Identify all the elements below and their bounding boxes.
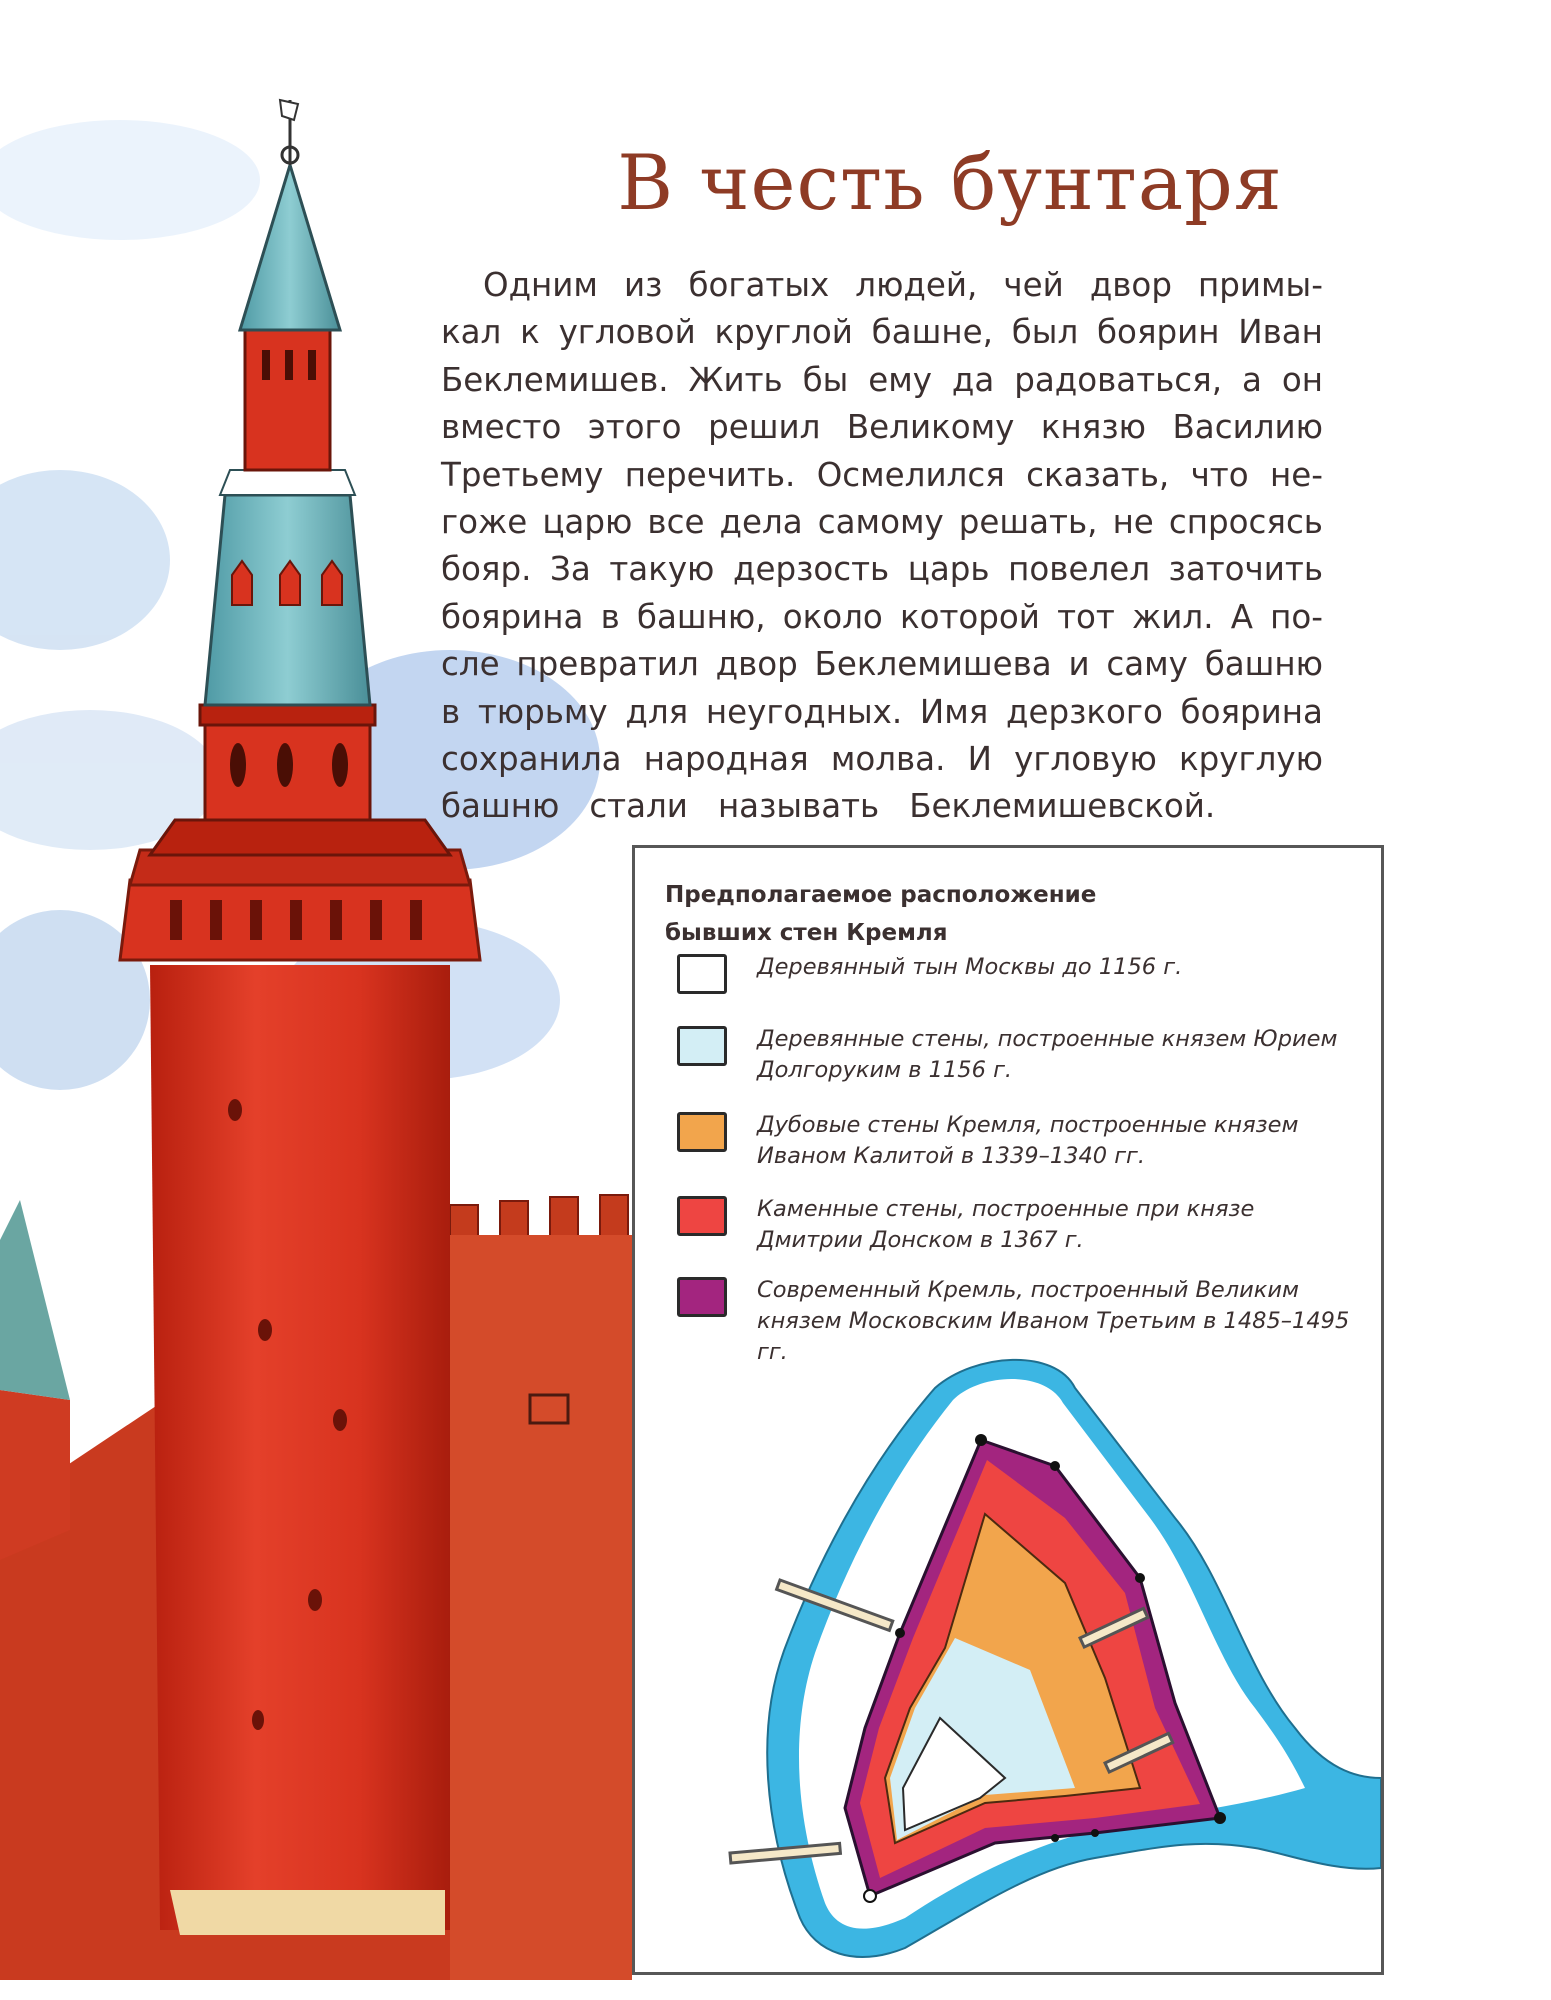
story-word: стали bbox=[589, 787, 688, 826]
story-word: в bbox=[600, 597, 620, 636]
story-word: решил bbox=[708, 408, 821, 447]
story-line bbox=[441, 357, 1323, 404]
legend-title: Предполагаемое расположение бывших стен Кремля bbox=[665, 882, 1097, 946]
beklemishev-tower bbox=[120, 100, 480, 1935]
story-text bbox=[441, 262, 1323, 831]
story-word: повелел bbox=[1008, 550, 1150, 589]
story-word: круглую bbox=[1179, 739, 1323, 778]
story-word: А bbox=[1230, 597, 1253, 636]
story-word: около bbox=[782, 597, 883, 636]
story-word: И bbox=[967, 739, 992, 778]
story-word: царь bbox=[907, 550, 990, 589]
legend-panel bbox=[632, 845, 1384, 1975]
story-word: в bbox=[441, 692, 461, 731]
story-word: для bbox=[625, 692, 689, 731]
story-word: Великому bbox=[846, 408, 1015, 447]
story-word: тюрьму bbox=[477, 692, 608, 731]
story-word: угловой bbox=[558, 313, 696, 352]
story-word: чей bbox=[1003, 266, 1064, 304]
story-word: молва. bbox=[830, 739, 946, 778]
story-word: дерзкого bbox=[1006, 692, 1163, 731]
story-word: самому bbox=[817, 502, 944, 541]
story-word: Беклемишев. bbox=[441, 360, 669, 399]
story-word: примы- bbox=[1198, 266, 1323, 304]
story-word: Жить bbox=[688, 360, 783, 399]
story-word: Одним bbox=[483, 266, 598, 304]
story-word: тот bbox=[1057, 597, 1115, 636]
story-word: по- bbox=[1270, 597, 1323, 636]
story-word: бы bbox=[802, 360, 849, 399]
story-word: ему bbox=[868, 360, 932, 399]
story-word: гоже bbox=[441, 502, 528, 541]
legend-swatch bbox=[677, 954, 727, 994]
story-word: князю bbox=[1040, 408, 1146, 447]
story-word: к bbox=[520, 313, 540, 352]
story-word: Имя bbox=[919, 692, 989, 731]
story-line bbox=[441, 641, 1323, 688]
story-line bbox=[441, 736, 1323, 783]
story-word: этого bbox=[587, 408, 682, 447]
story-word: все bbox=[647, 502, 705, 541]
story-word: которой bbox=[899, 597, 1040, 636]
story-word: радоваться, bbox=[1014, 360, 1223, 399]
story-word: Беклемишевской. bbox=[909, 787, 1216, 826]
kremlin-walls-map bbox=[635, 1348, 1381, 1973]
story-word: боярина bbox=[1180, 692, 1323, 731]
story-word: называть bbox=[717, 787, 880, 826]
story-word: Василию bbox=[1172, 408, 1323, 447]
legend-label: Современный Кремль, построенный Великим князем Московским Иваном Третьим в 1485–1495 гг. bbox=[757, 1277, 1350, 1365]
story-word: Осмелился bbox=[816, 455, 1005, 494]
story-word: заточить bbox=[1168, 550, 1323, 589]
story-word: кал bbox=[441, 313, 502, 352]
story-line bbox=[441, 262, 1323, 309]
story-word: людей, bbox=[855, 266, 978, 304]
story-line bbox=[441, 309, 1323, 356]
legend-swatch bbox=[677, 1026, 727, 1066]
story-word: башню, bbox=[636, 597, 766, 636]
page-title: В честь бунтаря bbox=[617, 138, 1283, 227]
story-word: народная bbox=[643, 739, 809, 778]
story-word: неугодных. bbox=[705, 692, 903, 731]
story-word: да bbox=[951, 360, 995, 399]
story-word: превратил bbox=[516, 645, 699, 684]
story-word: решать, bbox=[958, 502, 1098, 541]
story-word: бояр. bbox=[441, 550, 532, 589]
legend-swatch bbox=[677, 1196, 727, 1236]
story-word: что bbox=[1190, 455, 1249, 494]
story-word: не- bbox=[1270, 455, 1323, 494]
story-line bbox=[441, 404, 1323, 451]
story-word: круглой bbox=[714, 313, 853, 352]
story-word: из bbox=[624, 266, 663, 304]
story-word: двор bbox=[1089, 266, 1172, 304]
legend-label: Деревянный тын Москвы до 1156 г. bbox=[757, 954, 1183, 980]
story-word: двор bbox=[715, 645, 798, 684]
story-line bbox=[441, 689, 1323, 736]
legend-swatch bbox=[677, 1112, 727, 1152]
story-word: саму bbox=[1106, 645, 1188, 684]
story-word: башню bbox=[441, 787, 560, 826]
story-line bbox=[441, 499, 1323, 546]
story-word: дерзость bbox=[732, 550, 890, 589]
story-word: перечить. bbox=[624, 455, 796, 494]
story-word: Третьему bbox=[441, 455, 604, 494]
story-word: он bbox=[1281, 360, 1323, 399]
story-line bbox=[441, 594, 1323, 641]
story-word: сказать, bbox=[1026, 455, 1170, 494]
story-word: дела bbox=[719, 502, 803, 541]
story-word: башне, bbox=[871, 313, 993, 352]
legend-label: Каменные стены, построенные при князе Дмитрии Донском в 1367 г. bbox=[757, 1196, 1255, 1253]
story-line bbox=[441, 546, 1323, 593]
story-word: вместо bbox=[441, 408, 562, 447]
story-word: боярина bbox=[441, 597, 584, 636]
story-word: богатых bbox=[688, 266, 830, 304]
story-word: не bbox=[1112, 502, 1154, 541]
legend-label: Деревянные стены, построенные князем Юрием Долгоруким в 1156 г. bbox=[757, 1026, 1338, 1083]
story-word: и bbox=[1068, 645, 1090, 684]
story-word: Иван bbox=[1238, 313, 1323, 352]
legend-swatch bbox=[677, 1277, 727, 1317]
story-word: За bbox=[550, 550, 591, 589]
story-word: был bbox=[1011, 313, 1079, 352]
story-word: спросясь bbox=[1168, 502, 1323, 541]
story-line bbox=[441, 783, 1323, 830]
legend-label: Дубовые стены Кремля, построенные князем Иваном Калитой в 1339–1340 гг. bbox=[757, 1112, 1299, 1169]
story-line bbox=[441, 452, 1323, 499]
story-word: царю bbox=[542, 502, 633, 541]
story-word: а bbox=[1241, 360, 1262, 399]
story-word: Беклемишева bbox=[814, 645, 1052, 684]
story-word: такую bbox=[609, 550, 715, 589]
story-word: угловую bbox=[1014, 739, 1157, 778]
story-word: жил. bbox=[1132, 597, 1214, 636]
story-word: боярин bbox=[1097, 313, 1220, 352]
story-word: сле bbox=[441, 645, 500, 684]
story-word: башню bbox=[1204, 645, 1323, 684]
story-word: сохранила bbox=[441, 739, 622, 778]
